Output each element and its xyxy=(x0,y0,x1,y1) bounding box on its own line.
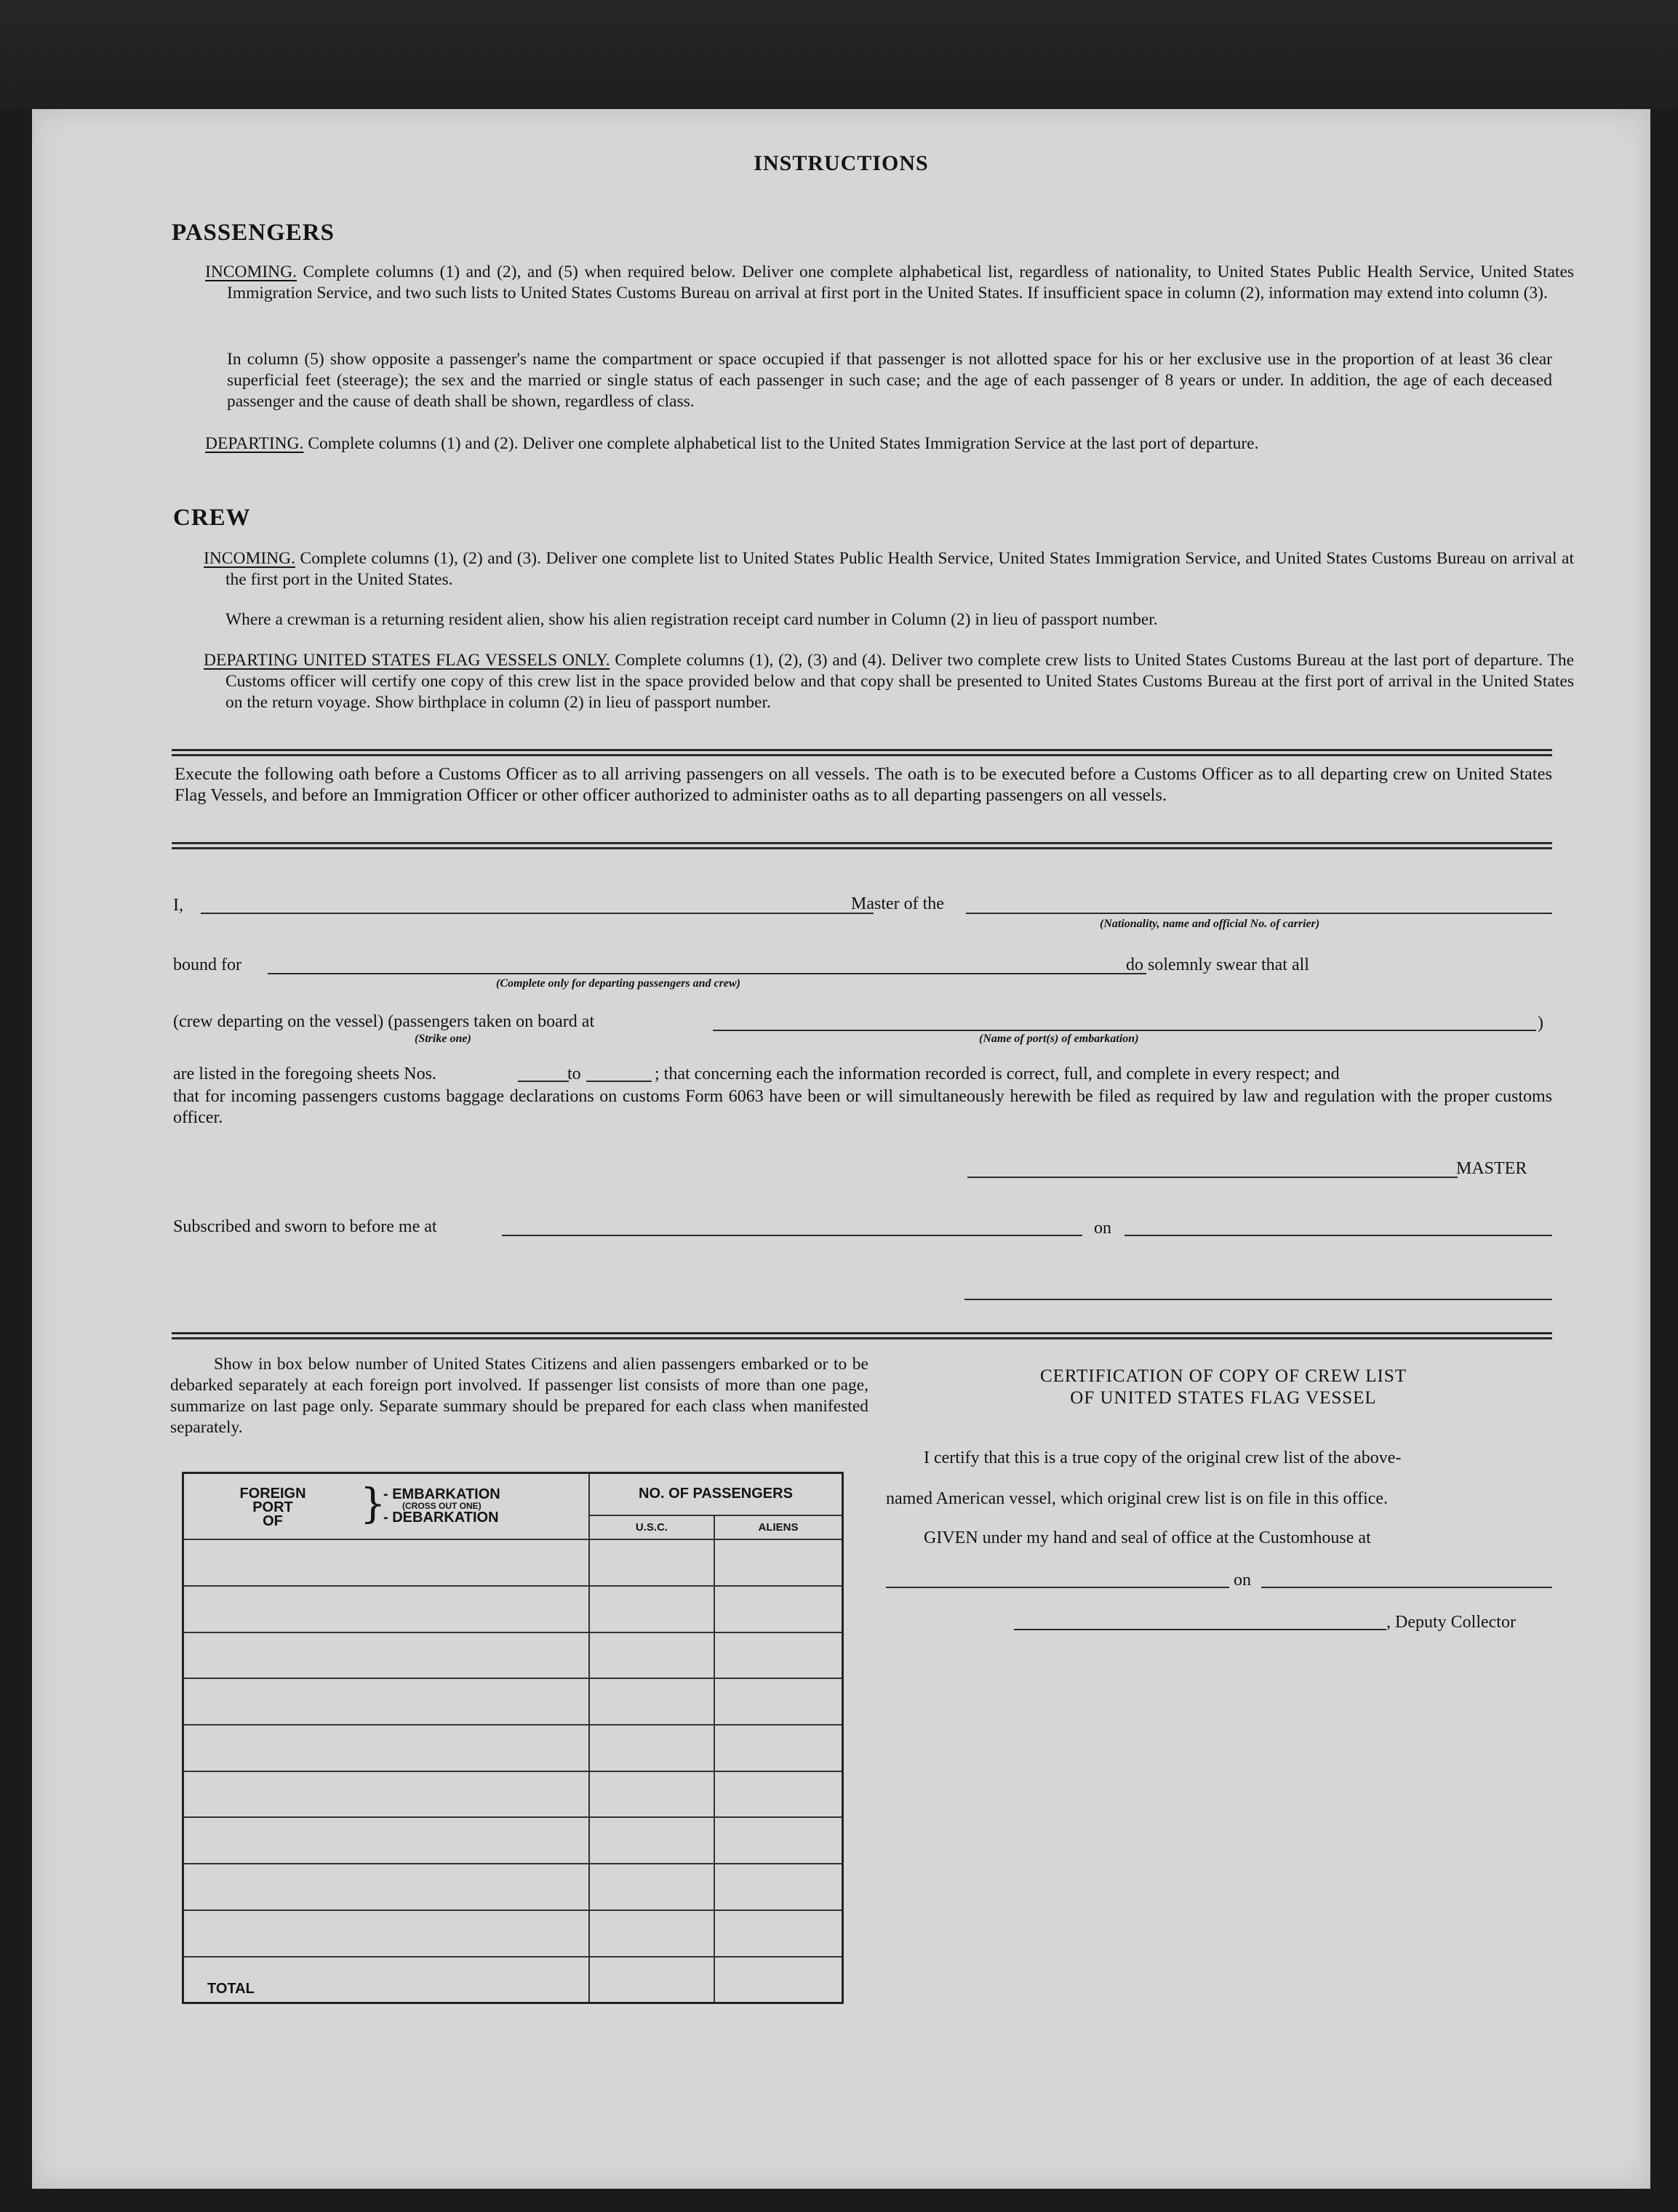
aliens-total-cell[interactable] xyxy=(714,1957,843,2003)
bound-for-field[interactable] xyxy=(268,973,1146,974)
usc-cell[interactable] xyxy=(589,1725,714,1771)
customhouse-field[interactable] xyxy=(886,1587,1229,1588)
page-title: INSTRUCTIONS xyxy=(754,151,929,175)
of-label: OF xyxy=(263,1513,283,1529)
divider-rule xyxy=(172,1332,1552,1339)
usc-cell[interactable] xyxy=(589,1539,714,1586)
carrier-hint: (Nationality, name and official No. of carrier) xyxy=(1100,918,1320,930)
passengers-incoming-text: Complete columns (1) and (2), and (5) when required below. Deliver one complete alphabetical list, regardless of nationality, to United States Public Health Service, United States Immigration Service, and two such lists to United States Customs Bureau on arrival at first port in the United States. If insufficient space in column (2), information may extend into column (3). xyxy=(227,263,1575,302)
aliens-cell[interactable] xyxy=(714,1910,843,1957)
given-line: GIVEN under my hand and seal of office at the Customhouse at xyxy=(924,1528,1371,1547)
sworn-date-field[interactable] xyxy=(1124,1235,1552,1236)
crew-heading: CREW xyxy=(173,505,251,531)
usc-cell[interactable] xyxy=(589,1910,714,1957)
usc-cell[interactable] xyxy=(589,1678,714,1725)
crew-incoming-lead: INCOMING. xyxy=(204,549,295,568)
ports-hint: (Name of port(s) of embarkation) xyxy=(979,1033,1139,1045)
aliens-cell[interactable] xyxy=(714,1864,843,1910)
swear-label: do solemnly swear that all xyxy=(1126,955,1309,974)
no-of-passengers-header: NO. OF PASSENGERS xyxy=(589,1473,843,1515)
listed-sheets-label: are listed in the foregoing sheets Nos. xyxy=(173,1065,436,1083)
close-paren: ) xyxy=(1538,1014,1543,1033)
aliens-cell[interactable] xyxy=(714,1678,843,1725)
passengers-departing-lead: DEPARTING. xyxy=(205,434,304,453)
passengers-heading: PASSENGERS xyxy=(172,220,335,246)
usc-total-cell[interactable] xyxy=(589,1957,714,2003)
embarkation-ports-field[interactable] xyxy=(713,1030,1536,1031)
usc-header: U.S.C. xyxy=(589,1515,714,1540)
port-header-cell xyxy=(183,1473,590,1540)
aliens-cell[interactable] xyxy=(714,1632,843,1679)
crew-resident-paragraph: Where a crewman is a returning resident alien, show his alien registration receipt card number in Column (2) in lieu of passport number. xyxy=(225,610,1158,629)
passengers-incoming-lead: INCOMING. xyxy=(205,263,297,281)
aliens-cell[interactable] xyxy=(714,1725,843,1771)
sheet-from-field[interactable] xyxy=(518,1081,569,1082)
port-cell[interactable] xyxy=(183,1539,590,1586)
certification-date-field[interactable] xyxy=(1261,1587,1552,1588)
passenger-summary-table xyxy=(182,1472,844,2004)
port-cell[interactable] xyxy=(183,1678,590,1725)
bound-for-label: bound for xyxy=(173,955,241,974)
brace-icon: } xyxy=(360,1480,386,1528)
master-signature-field[interactable] xyxy=(967,1177,1458,1178)
deputy-signature-field[interactable] xyxy=(1014,1629,1386,1630)
divider-rule xyxy=(172,842,1552,849)
cross-out-hint: (CROSS OUT ONE) xyxy=(402,1501,482,1511)
divider-rule xyxy=(172,749,1552,756)
oath-instructions: Execute the following oath before a Customs Officer as to all arriving passengers on all vessels. The oath is to be executed before a Customs Officer as to all departing crew on United States Flag Vessels, and before an Immigration Officer or other officer authorized to administer oaths as to all departing passengers on all vessels. xyxy=(175,764,1552,805)
oath-i-label: I, xyxy=(173,896,183,915)
usc-cell[interactable] xyxy=(589,1586,714,1632)
certify-line2: named American vessel, which original crew list is on file in this office. xyxy=(886,1489,1389,1508)
debarkation-label[interactable]: - DEBARKATION xyxy=(383,1510,499,1526)
certification-title xyxy=(909,1366,1538,1409)
certification-on-label: on xyxy=(1234,1571,1251,1590)
embarkation-debarkation-header xyxy=(383,1487,500,1525)
listed-to-label: to xyxy=(567,1065,581,1083)
passengers-incoming-paragraph xyxy=(205,262,1574,304)
passengers-departing-paragraph xyxy=(205,433,1574,454)
sworn-on-label: on xyxy=(1094,1219,1111,1238)
certification-title-line1: CERTIFICATION OF COPY OF CREW LIST xyxy=(1039,1366,1407,1386)
crew-departing-paragraph xyxy=(204,650,1574,713)
port-cell[interactable] xyxy=(183,1817,590,1864)
passengers-departing-text: Complete columns (1) and (2). Deliver one complete alphabetical list to the United States Immigration Service at the last port of departure. xyxy=(308,434,1259,453)
foreign-label: FOREIGN xyxy=(239,1486,306,1502)
carrier-field[interactable] xyxy=(966,913,1552,914)
crew-passengers-label: (crew departing on the vessel) (passengers taken on board at xyxy=(173,1012,595,1031)
crew-departing-lead: DEPARTING UNITED STATES FLAG VESSELS ONLY. xyxy=(204,651,610,670)
baggage-declaration-text: that for incoming passengers customs baggage declarations on customs Form 6063 have been or will simultaneously herewith be filed as required by law and regulation with the proper customs officer. xyxy=(173,1087,1552,1127)
embarkation-label[interactable]: - EMBARKATION xyxy=(383,1486,500,1502)
sheet-to-field[interactable] xyxy=(586,1081,652,1082)
certification-title-line2: OF UNITED STATES FLAG VESSEL xyxy=(1070,1388,1377,1408)
port-cell[interactable] xyxy=(183,1725,590,1771)
bound-for-hint: (Complete only for departing passengers and crew) xyxy=(496,977,740,990)
aliens-cell[interactable] xyxy=(714,1539,843,1586)
subscribed-label: Subscribed and sworn to before me at xyxy=(173,1217,437,1236)
total-label: TOTAL xyxy=(183,1957,590,2003)
port-cell[interactable] xyxy=(183,1586,590,1632)
sworn-place-field[interactable] xyxy=(502,1235,1082,1236)
usc-cell[interactable] xyxy=(589,1817,714,1864)
usc-cell[interactable] xyxy=(589,1632,714,1679)
form-page xyxy=(32,109,1650,2189)
master-signature-label: MASTER xyxy=(1456,1159,1527,1178)
master-name-field[interactable] xyxy=(201,913,874,914)
master-of-label: Master of the xyxy=(851,894,944,913)
port-cell[interactable] xyxy=(183,1632,590,1679)
officer-signature-field[interactable] xyxy=(964,1299,1552,1300)
port-label: PORT xyxy=(252,1499,293,1515)
usc-cell[interactable] xyxy=(589,1864,714,1910)
aliens-cell[interactable] xyxy=(714,1817,843,1864)
aliens-header: ALIENS xyxy=(714,1515,843,1540)
crew-incoming-paragraph xyxy=(204,548,1574,590)
port-cell[interactable] xyxy=(183,1771,590,1818)
summary-instructions: Show in box below number of United States Citizens and alien passengers embarked or to be debarked separately at each foreign port involved. If passenger list consists of more than one page, summarize on last page only. Separate summary should be prepared for each class when manifested separately. xyxy=(170,1355,868,1437)
usc-cell[interactable] xyxy=(589,1771,714,1818)
scan-border xyxy=(0,0,1678,109)
certify-line1: I certify that this is a true copy of the original crew list of the above- xyxy=(924,1448,1402,1467)
aliens-cell[interactable] xyxy=(714,1771,843,1818)
strike-hint: (Strike one) xyxy=(415,1033,471,1045)
aliens-cell[interactable] xyxy=(714,1586,843,1632)
foreign-port-header xyxy=(229,1487,316,1528)
deputy-collector-label: , Deputy Collector xyxy=(1386,1613,1516,1632)
crew-departing-text: Complete columns (1), (2), (3) and (4). Deliver two complete crew lists to United States Customs Bureau at the last port of departure. The Customs officer will certify one copy of this crew list in the space provided below and that copy shall be presented to United States Customs Bureau at the first port of arrival in the United States on the return voyage. Show birthplace in column (2) in lieu of passport number. xyxy=(225,651,1575,712)
passengers-column5-paragraph: In column (5) show opposite a passenger's name the compartment or space occupied if that passenger is not allotted space for his or her exclusive use in the proportion of at least 36 clear superficial feet (steerage); the sex and the married or single status of each passenger in such case; and the age of each passenger of 8 years or under. In addition, the age of each deceased passenger and the cause of death shall be shown, regardless of class. xyxy=(227,350,1552,411)
port-cell[interactable] xyxy=(183,1864,590,1910)
crew-incoming-text: Complete columns (1), (2) and (3). Deliver one complete list to United States Public Health Service, United States Immigration Service, and United States Customs Bureau on arrival at the first port in the United States. xyxy=(225,549,1574,589)
port-cell[interactable] xyxy=(183,1910,590,1957)
listed-sheets-text: ; that concerning each the information recorded is correct, full, and complete in every respect; and xyxy=(655,1065,1340,1083)
